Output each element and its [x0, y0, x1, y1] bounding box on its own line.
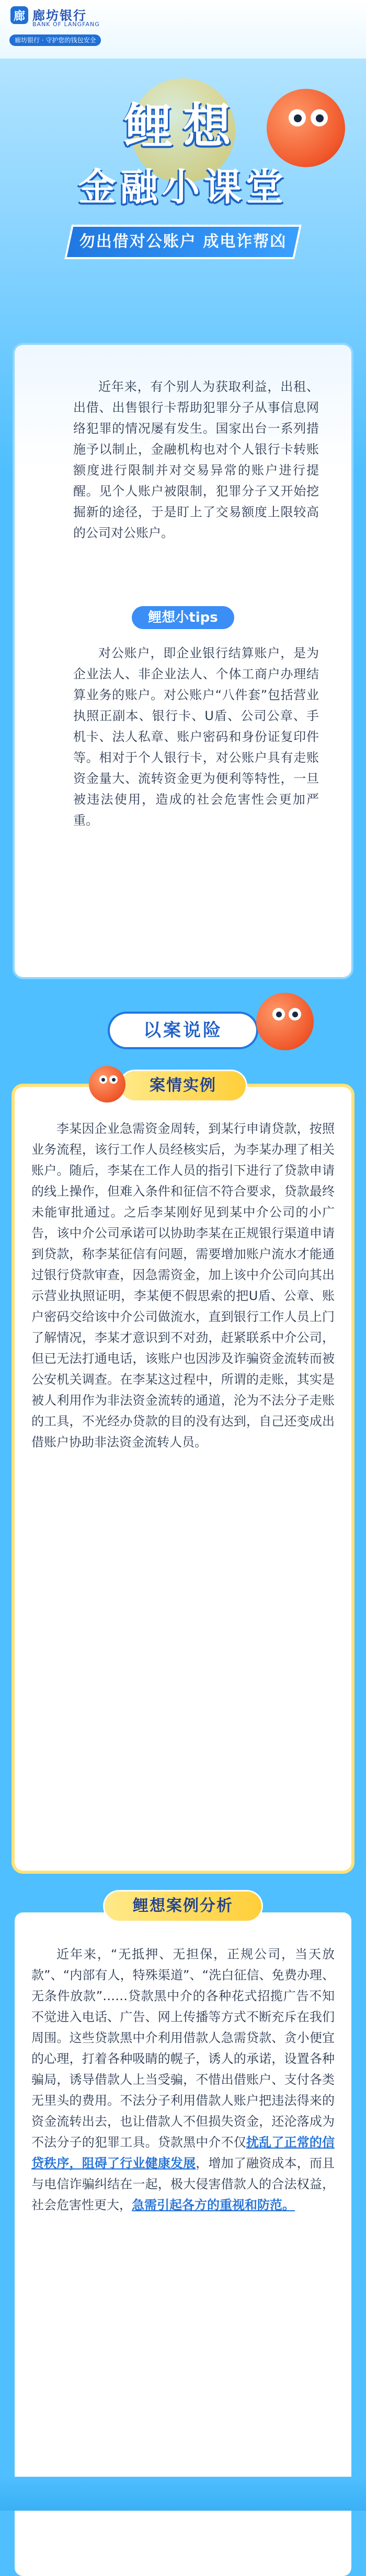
carp-mascot-icon: [256, 993, 314, 1050]
bank-slogan: 廊坊银行 · 守护您的钱包安全: [9, 34, 101, 46]
case-label-pill: [120, 1071, 246, 1100]
bank-header: [0, 0, 366, 59]
section-title-banner: [110, 1014, 256, 1047]
bank-logo-icon: 廊: [10, 6, 28, 24]
bank-name-cn: 廊坊银行: [32, 8, 87, 23]
intro-paragraph-1: 近年来，有个别人为获取利益，出租、出借、出售银行卡帮助犯罪分子从事信息网络犯罪的情况屡有发生。国家出台一系列措施予以制止，金融机构也对个人银行卡转账额度进行限制并对交易异常的账户进行提醒。见个人账户被限制，犯罪分子又开始挖掘新的途径，于是盯上了交易额度上限较高的公司对公账户。: [73, 379, 319, 540]
carp-mascot-icon: [89, 1066, 125, 1103]
tips-label: 鲤想小tips: [132, 606, 234, 629]
bank-name-en: BANK OF LANGFANG: [32, 21, 100, 28]
analysis-highlight: 扰乱了正常的信贷秩序，阻碍了行业健康发展: [31, 2135, 335, 2171]
analysis-label-pill: [105, 1892, 261, 1921]
analysis-text-b: ，增加了融资成本，而且与电信诈骗纠结在一起，极大侵害借款人的合法权益，社会危害性更大，: [31, 2156, 335, 2212]
case-text: 李某因企业急需资金周转，到某行申请贷款，按照业务流程，该行工作人员经核实后，为李某办理了相关账户。随后，李某在工作人员的指引下进行了贷款申请的线上操作，但难入条件和征信不符合要求，贷款最终未能审批通过。之后李某刚好见到某中介公司的小广告，该中介公司承诺可以协助李某在正规银行渠道申请到贷款，称李某征信有问题，需要增加账户流水才能通过银行贷款审查，因急需资金，加上该中介公司向其出示营业执照证明，李某便不假思索的把U盾、公章、账户密码交给该中介公司做流水，直到银行工作人员上门了解情况，李某才意识到不对劲，赶紧联系中介公司，但已无法打通电话，该账户也因涉及诈骗资金流转而被公安机关调查。在李某这过程中，所谓的走账，其实是被人利用作为非法资金流转的通道，沦为不法分子走账的工具，不光经办贷款的目的没有达到，自己还变成出借账户协助非法资金流转人员。: [31, 1121, 335, 1449]
intro-paragraph-2: 对公账户，即企业银行结算账户，是为企业法人、非企业法人、个体工商户办理结算业务的账户。对公账户“八件套”包括营业执照正副本、银行卡、U盾、公司公章、手机卡、法人私章、账户密码和身份证复印件等。相对于个人银行卡，对公账户具有走账资金量大、流转资金更为便利等特性，一旦被违法使用，造成的社会危害性会更加严重。: [73, 646, 319, 828]
analysis-text-a: 近年来，“无抵押、无担保，正规公司，当天放款”、“内部有人，特殊渠道”、“洗白征信、免费办理、无条件放款”……贷款黑中介的各种花式招揽广告不知不觉进入电话、广告、网上传播等方式不断充斥在我们周围。这些贷款黑中介利用借款人急需贷款、贪小便宜的心理，打着各种吸睛的幌子，诱人的承诺，设置各种骗局，诱导借款人上当受骗，不惜出借账户、支付各类无里头的费用。不法分子利用借款人账户把违法得来的资金流转出去，也让借款人不但损失资金，还沦落成为不法分子的犯罪工具。贷款黑中介不仅: [31, 1947, 335, 2150]
analysis-emphasis: 急需引起各方的重视和防范。: [132, 2198, 295, 2212]
case-label: 案情实例: [150, 1076, 216, 1095]
hero-title-line2: 金融小课堂: [78, 165, 288, 209]
analysis-label: 鲤想案例分析: [133, 1897, 233, 1915]
section-title: 以案说险: [143, 1020, 223, 1041]
footer-decoration: [0, 2477, 366, 2511]
hero-title-line1: 鲤想: [124, 98, 242, 154]
hero-subtitle: 勿出借对公账户 成电诈帮凶: [79, 233, 287, 251]
analysis-text: [31, 1944, 335, 2215]
hero-subtitle-banner: [64, 225, 302, 259]
